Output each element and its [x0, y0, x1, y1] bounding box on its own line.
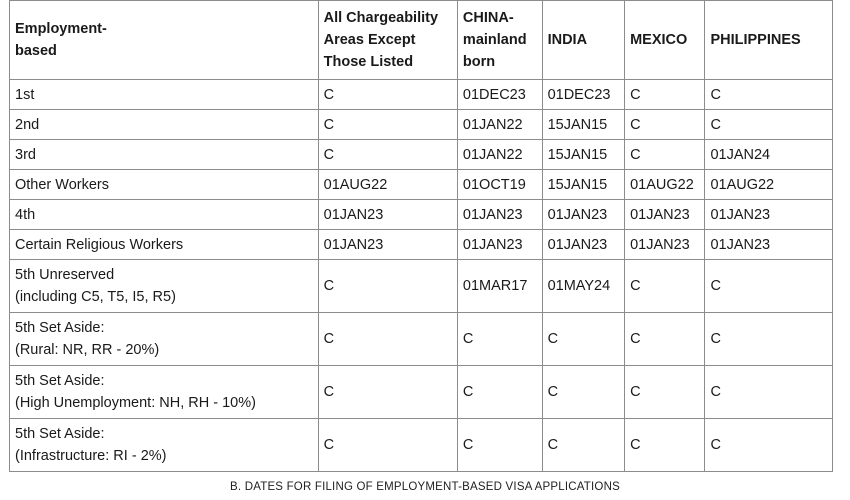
cell-mexico: C — [625, 366, 705, 419]
cell-mexico: C — [625, 419, 705, 472]
table-row — [10, 366, 833, 419]
header-mexico: MEXICO — [625, 1, 705, 80]
header-all-chargeability: All Chargeability Areas Except Those Listed — [318, 1, 457, 80]
table-row — [10, 80, 833, 110]
cell-mexico: 01AUG22 — [625, 170, 705, 200]
cell-china: 01OCT19 — [457, 170, 542, 200]
cell-philippines: C — [705, 80, 833, 110]
cell-category: Other Workers — [10, 170, 319, 200]
cell-philippines: 01JAN23 — [705, 230, 833, 260]
cell-category: 1st — [10, 80, 319, 110]
cell-philippines: C — [705, 110, 833, 140]
cell-category: Certain Religious Workers — [10, 230, 319, 260]
cell-philippines: C — [705, 419, 833, 472]
cell-all-chargeability: C — [318, 313, 457, 366]
cell-mexico: C — [625, 140, 705, 170]
cell-all-chargeability: C — [318, 110, 457, 140]
table-row — [10, 230, 833, 260]
cell-philippines: 01JAN24 — [705, 140, 833, 170]
cell-category: 5th Set Aside: (Rural: NR, RR - 20%) — [10, 313, 319, 366]
cell-all-chargeability: C — [318, 366, 457, 419]
cell-india: 01MAY24 — [542, 260, 625, 313]
table-row — [10, 419, 833, 472]
cell-china: C — [457, 366, 542, 419]
table-row — [10, 170, 833, 200]
cell-all-chargeability: 01JAN23 — [318, 200, 457, 230]
cell-philippines: 01JAN23 — [705, 200, 833, 230]
cell-india: C — [542, 419, 625, 472]
cell-philippines: C — [705, 366, 833, 419]
cell-philippines: 01AUG22 — [705, 170, 833, 200]
cell-china: 01JAN23 — [457, 230, 542, 260]
cell-all-chargeability: C — [318, 419, 457, 472]
table-row — [10, 140, 833, 170]
cell-philippines: C — [705, 260, 833, 313]
cell-china: 01JAN22 — [457, 110, 542, 140]
cell-india: 15JAN15 — [542, 110, 625, 140]
cell-india: 01JAN23 — [542, 230, 625, 260]
cell-category: 5th Unreserved (including C5, T5, I5, R5) — [10, 260, 319, 313]
cell-all-chargeability: C — [318, 140, 457, 170]
table-row — [10, 200, 833, 230]
table-row — [10, 313, 833, 366]
header-china: CHINA- mainland born — [457, 1, 542, 80]
table-header-row — [10, 1, 833, 80]
cell-china: 01DEC23 — [457, 80, 542, 110]
cell-category: 3rd — [10, 140, 319, 170]
header-india: INDIA — [542, 1, 625, 80]
cell-philippines: C — [705, 313, 833, 366]
cell-india: 15JAN15 — [542, 140, 625, 170]
cell-category: 5th Set Aside: (High Unemployment: NH, RH - 10%) — [10, 366, 319, 419]
cell-mexico: C — [625, 110, 705, 140]
cell-category: 4th — [10, 200, 319, 230]
table-body — [10, 80, 833, 472]
cell-china: 01JAN23 — [457, 200, 542, 230]
header-employment-based: Employment- based — [10, 1, 319, 80]
cell-mexico: 01JAN23 — [625, 200, 705, 230]
cell-category: 5th Set Aside: (Infrastructure: RI - 2%) — [10, 419, 319, 472]
header-philippines: PHILIPPINES — [705, 1, 833, 80]
visa-bulletin-table — [9, 0, 833, 472]
cell-all-chargeability: 01AUG22 — [318, 170, 457, 200]
cell-all-chargeability: C — [318, 260, 457, 313]
cell-india: C — [542, 313, 625, 366]
cell-india: 01DEC23 — [542, 80, 625, 110]
table-row — [10, 110, 833, 140]
cell-all-chargeability: 01JAN23 — [318, 230, 457, 260]
cell-china: 01JAN22 — [457, 140, 542, 170]
cell-mexico: 01JAN23 — [625, 230, 705, 260]
cell-mexico: C — [625, 80, 705, 110]
cell-china: C — [457, 419, 542, 472]
table-row — [10, 260, 833, 313]
cell-category: 2nd — [10, 110, 319, 140]
cell-china: 01MAR17 — [457, 260, 542, 313]
cell-mexico: C — [625, 260, 705, 313]
table-caption: B. DATES FOR FILING OF EMPLOYMENT-BASED VISA APPLICATIONS — [230, 481, 620, 493]
cell-mexico: C — [625, 313, 705, 366]
cell-china: C — [457, 313, 542, 366]
cell-india: 15JAN15 — [542, 170, 625, 200]
cell-india: C — [542, 366, 625, 419]
cell-india: 01JAN23 — [542, 200, 625, 230]
cell-all-chargeability: C — [318, 80, 457, 110]
